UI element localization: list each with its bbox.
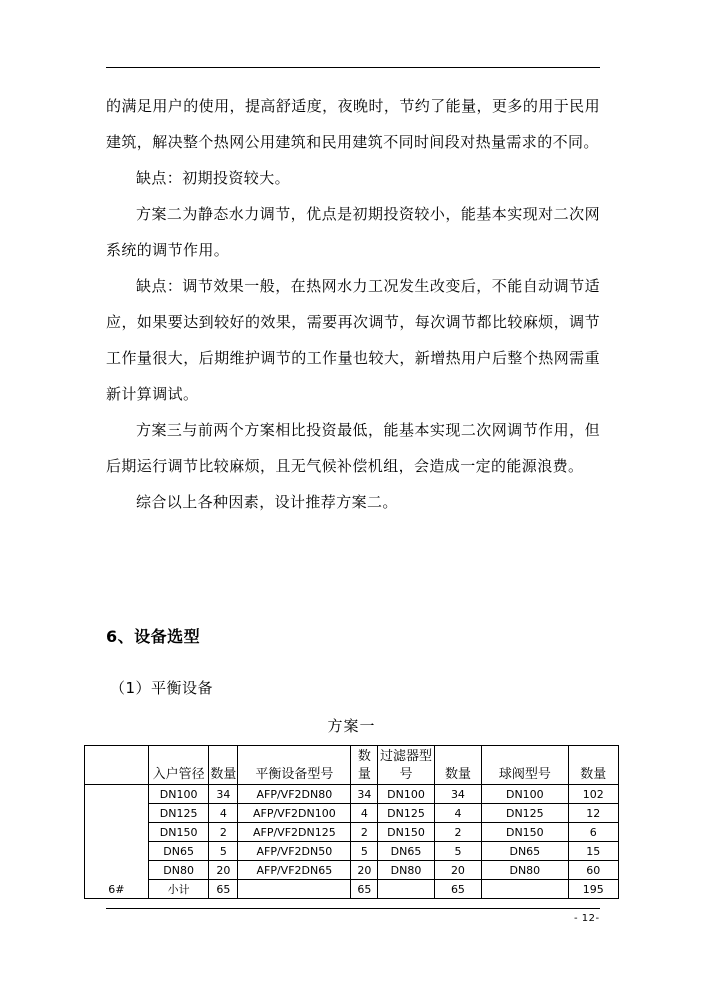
paragraph-5: 方案三与前两个方案相比投资最低，能基本实现二次网调节作用，但后期运行调节比较麻烦，且无气候补偿机组，会造成一定的能源浪费。 [106, 421, 600, 475]
table-cell: 5 [434, 842, 481, 861]
table-header-row [85, 746, 619, 785]
table-cell: 5 [351, 842, 378, 861]
table-cell: 65 [351, 880, 378, 899]
table-cell: 34 [351, 785, 378, 804]
table-header-cell: 数量 [434, 746, 481, 785]
table-cell: DN80 [148, 861, 209, 880]
table-header-cell: 入户管径 [148, 746, 209, 785]
table-cell: DN100 [482, 785, 568, 804]
table-cell: DN65 [482, 842, 568, 861]
table-cell: 4 [434, 804, 481, 823]
table-cell: DN80 [482, 861, 568, 880]
table-cell: 5 [209, 842, 238, 861]
paragraph-2: 缺点：初期投资较大。 [136, 169, 291, 187]
table-cell: 65 [434, 880, 481, 899]
body-text [106, 88, 600, 520]
table-row [85, 861, 619, 880]
table-cell: 6 [568, 823, 618, 842]
table-cell: 12 [568, 804, 618, 823]
table-cell: AFP/VF2DN100 [238, 804, 351, 823]
table-cell: DN65 [378, 842, 435, 861]
table-cell [238, 880, 351, 899]
table-cell: 2 [434, 823, 481, 842]
table-cell: 65 [209, 880, 238, 899]
paragraph-1: 的满足用户的使用，提高舒适度，夜晚时，节约了能量，更多的用于民用建筑，解决整个热网公用建筑和民用建筑不同时间段对热量需求的不同。 [106, 97, 600, 151]
table-cell: DN150 [482, 823, 568, 842]
table-row [85, 804, 619, 823]
table-row [85, 842, 619, 861]
table-cell: DN150 [378, 823, 435, 842]
table-header-cell: 球阀型号 [482, 746, 568, 785]
table-row [85, 785, 619, 804]
table-title: 方案一 [327, 717, 376, 735]
table-cell: 4 [209, 804, 238, 823]
table-cell: DN125 [148, 804, 209, 823]
table-header-cell: 过滤器型号 [378, 746, 435, 785]
table-header-cell: 数量 [209, 746, 238, 785]
table-cell: DN100 [148, 785, 209, 804]
table-cell: 20 [434, 861, 481, 880]
table-cell: DN100 [378, 785, 435, 804]
table-cell: DN150 [148, 823, 209, 842]
table-cell: 4 [351, 804, 378, 823]
paragraph-6: 综合以上各种因素，设计推荐方案二。 [136, 493, 398, 511]
table-cell: 20 [209, 861, 238, 880]
group-label: 6# [85, 785, 149, 899]
table-cell: 60 [568, 861, 618, 880]
table-cell: AFP/VF2DN50 [238, 842, 351, 861]
table-cell: AFP/VF2DN125 [238, 823, 351, 842]
paragraph-4: 缺点：调节效果一般，在热网水力工况发生改变后，不能自动调节适应，如果要达到较好的效果，需要再次调节，每次调节都比较麻烦，调节工作量很大，后期维护调节的工作量也较大，新增热用户后整个热网需重新计算调试。 [106, 277, 600, 403]
table-header-cell: 平衡设备型号 [238, 746, 351, 785]
table-cell: DN65 [148, 842, 209, 861]
subsection-heading: （1）平衡设备 [110, 679, 214, 697]
table-cell: 2 [351, 823, 378, 842]
table-cell: AFP/VF2DN80 [238, 785, 351, 804]
section-heading: 6、设备选型 [106, 627, 201, 646]
table-cell: 20 [351, 861, 378, 880]
table-cell: 15 [568, 842, 618, 861]
table-header-cell [85, 746, 149, 785]
table-cell [482, 880, 568, 899]
table-cell: 195 [568, 880, 618, 899]
table-cell: 2 [209, 823, 238, 842]
equipment-table [84, 745, 619, 899]
subtotal-row [85, 880, 619, 899]
page-number: - 12- [574, 913, 600, 924]
footer-rule [106, 908, 600, 909]
table-cell: DN80 [378, 861, 435, 880]
header-rule [106, 67, 600, 68]
table-cell [378, 880, 435, 899]
table-cell: DN125 [378, 804, 435, 823]
table-cell: 34 [209, 785, 238, 804]
table-cell: 102 [568, 785, 618, 804]
paragraph-3: 方案二为静态水力调节，优点是初期投资较小，能基本实现对二次网系统的调节作用。 [106, 205, 600, 259]
table-cell: DN125 [482, 804, 568, 823]
subtotal-label: 小计 [148, 880, 209, 899]
table-header-cell: 数量 [568, 746, 618, 785]
table-header-cell: 数量 [351, 746, 378, 785]
table-cell: AFP/VF2DN65 [238, 861, 351, 880]
table-row [85, 823, 619, 842]
table-cell: 34 [434, 785, 481, 804]
